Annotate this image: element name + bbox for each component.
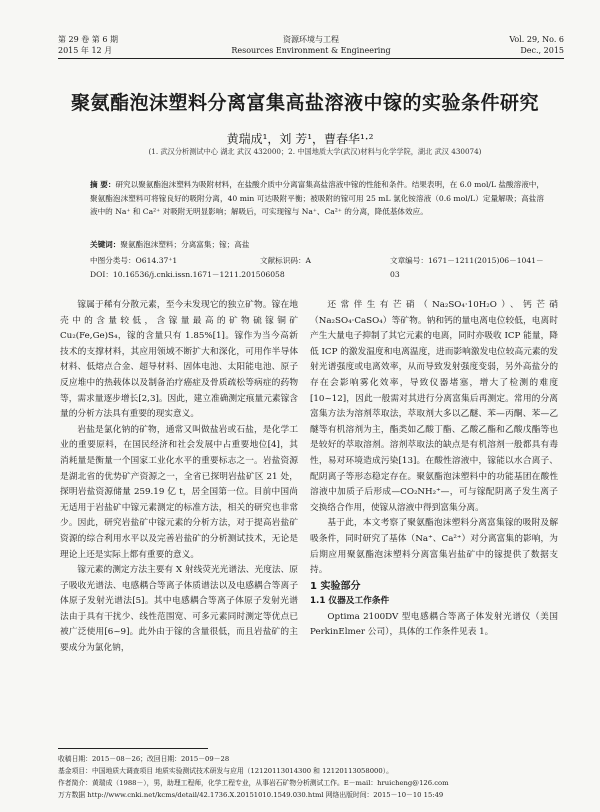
running-header: [58, 34, 564, 60]
article-number: 文章编号：1671－1211(2015)06－1041－03: [390, 256, 544, 279]
header-volume-en: [509, 34, 564, 56]
abstract: [90, 178, 544, 219]
footnote-author: 作者简介：黄瑞成（1988－），男，助理工程师，化学工程专业，从事岩石矿物分析测试工作。E－mail：hruicheng@126.com: [58, 779, 449, 787]
keywords-text: 聚氨酯泡沫塑料；分离富集；镓；高盐: [120, 240, 250, 249]
footnote-online: 万方数据 http://www.cnki.net/kcms/detail/42.1736.X.20151010.1549.030.html 网络出版时间：2015－10－10 15:49: [58, 791, 444, 799]
header-date-cn: 2015 年 12 月: [58, 46, 113, 55]
subsection-heading: 1.1 仪器及工作条件: [310, 596, 390, 607]
paragraph: 岩盐是氯化钠的矿物，通常又叫做盐岩或石盐，是化学工业的重要原料，在国民经济和社会发展中占重要地位[4]，其消耗量是衡量一个国家工业化水平的重要标志之一。岩盐资源是湖北省的优势矿产资源之一，全省已探明岩盐矿区 21 处，探明岩盐资源储量 259.19 亿 t，居全国第一位。目前中国尚无适用于岩盐矿中镓元素测定的标准方法，相关的研究也非常少。因此，研究岩盐矿中镓元素的分析方法，对于提高岩盐矿资源的综合利用水平以及完善岩盐矿的分析测试技术，无论是理论上还是实际上都有重要的意义。: [60, 424, 298, 560]
footnotes: [58, 753, 564, 801]
section-heading: 1 实验部分: [310, 580, 361, 592]
date-en: Dec., 2015: [520, 46, 564, 55]
clc-number: 中图分类号：O614.37⁺1: [90, 256, 178, 265]
paragraph: 基于此，本文考察了聚氨酯泡沫塑料分离富集镓的吸附及解吸条件，同时研究了基体（Na⁺、Ca²⁺）对分离富集的影响，为后期应用聚氨酯泡沫塑料分离富集岩盐矿中的镓提供了数据支持。: [310, 518, 558, 576]
document-code: 文献标识码：A: [260, 256, 312, 265]
footnote-funding: 基金项目：中国地质大调查项目 地质实验测试技术研发与应用（12120113014300 和 12120113058000）。: [58, 767, 393, 775]
article-title: 聚氨酯泡沫塑料分离富集高盐溶液中镓的实验条件研究: [70, 92, 539, 114]
header-rule: [58, 58, 564, 59]
author-list: 黄瑞成¹，刘 芳¹，曹春华¹·²: [226, 132, 374, 146]
body-column-left: [60, 298, 298, 657]
journal-name-en: Resources Environment & Engineering: [231, 46, 391, 55]
doi: DOI：10.16536/j.cnki.issn.1671－1211.201506058: [90, 270, 285, 279]
paragraph: 镓属于稀有分散元素，至今未发现它的独立矿物。镓在地壳中的含量较低，含镓量最高的矿物硫镓铜矿 Cu₂(Fe,Ge)S₄，镓的含量只有 1.85%[1]。镓作为当今高新技术的支撑材料，其应用领域不断扩大和深化，可用作半导体材料、低熔点合金、超导材料、固体电池、太阳能电池、原子反应堆中的热载体以及制备治疗癌症及骨质疏松等病症的药物等，需求量逐步增长[2,3]。因此，建立准确测定痕量元素镓含量的分析方法具有重要的现实意义。: [60, 300, 298, 420]
journal-name-cn: 资源环境与工程: [283, 35, 339, 44]
body-column-right: [310, 298, 558, 641]
paragraph: 镓元素的测定方法主要有 X 射线荧光光谱法、光度法、原子吸收光谱法、电感耦合等离子体质谱法以及电感耦合等离子体原子发射光谱法[5]。其中电感耦合等离子体原子发射光谱法由于具有干扰少、线性范围宽、可多元素同时测定等优点已被广泛使用[6~9]。此外由于镓的含量很低，而且岩盐矿的主要成分为氯化钠，: [60, 565, 298, 654]
paragraph: Optima 2100DV 型电感耦合等离子体发射光谱仪（美国 PerkinElmer 公司），具体的工作条件见表 1。: [310, 611, 558, 638]
volume-en: Vol. 29, No. 6: [509, 35, 564, 44]
footnote-rule: [58, 748, 208, 749]
keywords: [90, 239, 544, 250]
header-volume-cn: 第 29 卷 第 6 期: [58, 35, 118, 44]
abstract-text: 研究以聚氨酯泡沫塑料为吸附材料，在盐酸介质中分离富集高盐溶液中镓的性能和条件。结果表明，在 6.0 mol/L 盐酸溶液中，聚氨酯泡沫塑料可将镓良好的吸附分离，40 min 可达吸附平衡；被吸附的镓可用 25 mL 氯化铵溶液（0.6 mol/L）定量解吸；高盐溶液中的 Na⁺ 和 Ca²⁺ 对吸附无明显影响；解吸后，可实现镓与 Na⁺、Ca²⁺ 的分离，降低基体效应。: [90, 180, 544, 216]
paragraph: 还常伴生有芒硝（Na₂SO₄·10H₂O）、钙芒硝（Na₂SO₄·CaSO₄）等矿物。钠和钙的量电离电位较低，电离时产生大量电子抑制了其它元素的电离，同时亦吸收 ICP 能量，降低 ICP 的激发温度和电离温度，进而影响激发电位较高元素的发射光谱强度或电离效率，从而导致发射强度变弱，另外高盐分的存在会影响雾化效率，导致仪器堵塞，增大了检测的难度[10~12]，因此一般需对其进行分离富集后再测定。常用的分离富集方法为溶剂萃取法，萃取剂大多以乙醚、苯—丙酮、苯—乙醚等有机溶剂为主，酯类如乙酸丁酯、乙酸乙酯和乙酸戊酯等也是较好的萃取溶剂。溶剂萃取法的缺点是有机溶剂一般都具有毒性，易对环境造成污染[13]。在酸性溶液中，镓能以水合离子、配阴离子等形态稳定存在。聚氨酯泡沫塑料中的功能基团在酸性溶液中加质子后形成—CO₂NH₂⁺—，可与镓配阴离子发生离子交换络合作用，使镓从溶液中得到富集分离。: [310, 300, 558, 513]
article-metadata: [90, 254, 544, 282]
abstract-label: 摘 要：: [90, 180, 116, 189]
header-journal: [58, 34, 564, 56]
keywords-label: 关键词：: [90, 240, 121, 249]
affiliation: (1. 武汉分析测试中心 湖北 武汉 432000；2. 中国地质大学(武汉)材料与化学学院，湖北 武汉 430074): [148, 147, 482, 156]
footnote-dates: 收稿日期：2015－08－26；改回日期：2015－09－28: [58, 755, 230, 763]
